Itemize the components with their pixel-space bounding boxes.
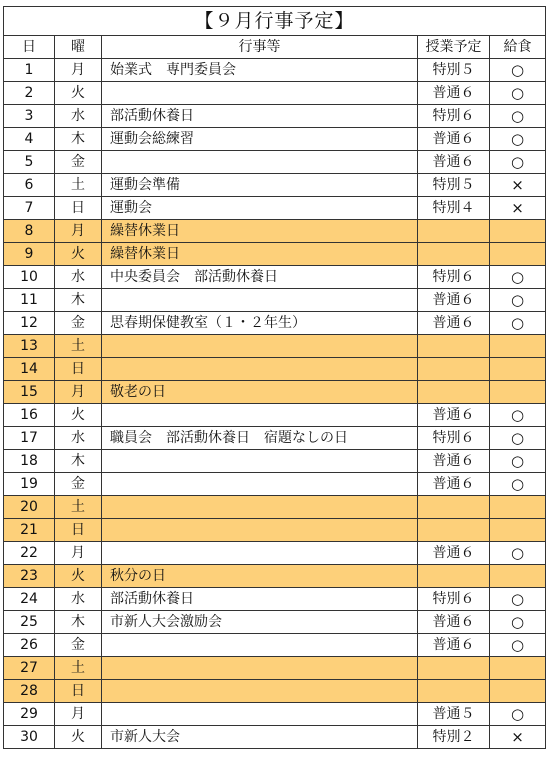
lunch-cell: × — [490, 726, 546, 749]
event-cell — [102, 404, 418, 427]
class-cell: 普通６ — [418, 542, 490, 565]
weekday-cell: 火 — [55, 404, 102, 427]
day-cell: 11 — [4, 289, 55, 312]
class-cell: 特別５ — [418, 59, 490, 82]
weekday-cell: 水 — [55, 427, 102, 450]
class-cell: 特別４ — [418, 197, 490, 220]
table-row — [4, 312, 546, 335]
table-row — [4, 726, 546, 749]
day-cell: 2 — [4, 82, 55, 105]
header-event: 行事等 — [102, 36, 418, 59]
table-row — [4, 220, 546, 243]
class-cell: 特別２ — [418, 726, 490, 749]
lunch-cell — [490, 519, 546, 542]
class-cell: 普通６ — [418, 450, 490, 473]
lunch-cell: ○ — [490, 105, 546, 128]
event-cell: 始業式 専門委員会 — [102, 59, 418, 82]
day-cell: 27 — [4, 657, 55, 680]
lunch-cell — [490, 680, 546, 703]
class-cell — [418, 358, 490, 381]
weekday-cell: 月 — [55, 542, 102, 565]
schedule-sheet — [3, 6, 546, 749]
lunch-cell: ○ — [490, 59, 546, 82]
class-cell: 特別６ — [418, 105, 490, 128]
table-row — [4, 105, 546, 128]
lunch-cell: ○ — [490, 82, 546, 105]
day-cell: 19 — [4, 473, 55, 496]
lunch-cell: ○ — [490, 427, 546, 450]
event-cell: 繰替休業日 — [102, 220, 418, 243]
event-cell — [102, 450, 418, 473]
class-cell: 普通６ — [418, 404, 490, 427]
day-cell: 26 — [4, 634, 55, 657]
event-cell: 市新人大会 — [102, 726, 418, 749]
weekday-cell: 月 — [55, 220, 102, 243]
lunch-cell: ○ — [490, 289, 546, 312]
schedule-body — [4, 59, 546, 749]
table-row — [4, 496, 546, 519]
weekday-cell: 土 — [55, 335, 102, 358]
table-row — [4, 289, 546, 312]
weekday-cell: 火 — [55, 82, 102, 105]
event-cell — [102, 680, 418, 703]
weekday-cell: 木 — [55, 450, 102, 473]
event-cell: 思春期保健教室（１・２年生） — [102, 312, 418, 335]
event-cell — [102, 151, 418, 174]
lunch-cell: ○ — [490, 266, 546, 289]
lunch-cell — [490, 243, 546, 266]
lunch-cell: ○ — [490, 542, 546, 565]
day-cell: 8 — [4, 220, 55, 243]
lunch-cell: × — [490, 174, 546, 197]
class-cell — [418, 381, 490, 404]
class-cell — [418, 335, 490, 358]
schedule-title: 【９月行事予定】 — [4, 7, 546, 36]
class-cell — [418, 680, 490, 703]
lunch-cell — [490, 565, 546, 588]
class-cell: 普通６ — [418, 473, 490, 496]
header-weekday: 曜 — [55, 36, 102, 59]
weekday-cell: 日 — [55, 680, 102, 703]
lunch-cell: ○ — [490, 404, 546, 427]
table-row — [4, 634, 546, 657]
event-cell — [102, 358, 418, 381]
weekday-cell: 日 — [55, 358, 102, 381]
event-cell — [102, 473, 418, 496]
table-row — [4, 519, 546, 542]
table-row — [4, 59, 546, 82]
table-row — [4, 82, 546, 105]
event-cell — [102, 289, 418, 312]
table-row — [4, 680, 546, 703]
day-cell: 13 — [4, 335, 55, 358]
table-row — [4, 174, 546, 197]
weekday-cell: 木 — [55, 611, 102, 634]
event-cell: 敬老の日 — [102, 381, 418, 404]
class-cell: 特別５ — [418, 174, 490, 197]
table-row — [4, 243, 546, 266]
header-day: 日 — [4, 36, 55, 59]
table-row — [4, 473, 546, 496]
lunch-cell — [490, 358, 546, 381]
header-row — [4, 36, 546, 59]
lunch-cell: ○ — [490, 634, 546, 657]
event-cell: 部活動休養日 — [102, 105, 418, 128]
event-cell — [102, 496, 418, 519]
event-cell — [102, 82, 418, 105]
table-row — [4, 450, 546, 473]
class-cell — [418, 496, 490, 519]
event-cell — [102, 335, 418, 358]
day-cell: 25 — [4, 611, 55, 634]
weekday-cell: 木 — [55, 289, 102, 312]
table-row — [4, 335, 546, 358]
lunch-cell — [490, 335, 546, 358]
lunch-cell: ○ — [490, 611, 546, 634]
day-cell: 24 — [4, 588, 55, 611]
class-cell: 普通６ — [418, 312, 490, 335]
lunch-cell — [490, 381, 546, 404]
day-cell: 7 — [4, 197, 55, 220]
table-row — [4, 565, 546, 588]
lunch-cell: × — [490, 197, 546, 220]
weekday-cell: 木 — [55, 128, 102, 151]
class-cell — [418, 519, 490, 542]
weekday-cell: 土 — [55, 657, 102, 680]
class-cell: 普通６ — [418, 82, 490, 105]
weekday-cell: 金 — [55, 151, 102, 174]
weekday-cell: 火 — [55, 726, 102, 749]
weekday-cell: 月 — [55, 703, 102, 726]
table-row — [4, 358, 546, 381]
day-cell: 5 — [4, 151, 55, 174]
table-row — [4, 588, 546, 611]
class-cell: 普通６ — [418, 289, 490, 312]
class-cell: 特別６ — [418, 427, 490, 450]
weekday-cell: 火 — [55, 243, 102, 266]
class-cell: 普通５ — [418, 703, 490, 726]
class-cell — [418, 243, 490, 266]
lunch-cell: ○ — [490, 703, 546, 726]
day-cell: 29 — [4, 703, 55, 726]
weekday-cell: 火 — [55, 565, 102, 588]
table-row — [4, 381, 546, 404]
day-cell: 16 — [4, 404, 55, 427]
weekday-cell: 土 — [55, 174, 102, 197]
day-cell: 18 — [4, 450, 55, 473]
class-cell: 特別６ — [418, 588, 490, 611]
day-cell: 30 — [4, 726, 55, 749]
day-cell: 21 — [4, 519, 55, 542]
event-cell — [102, 657, 418, 680]
day-cell: 3 — [4, 105, 55, 128]
day-cell: 14 — [4, 358, 55, 381]
lunch-cell: ○ — [490, 128, 546, 151]
table-row — [4, 657, 546, 680]
lunch-cell: ○ — [490, 473, 546, 496]
lunch-cell — [490, 496, 546, 519]
event-cell: 職員会 部活動休養日 宿題なしの日 — [102, 427, 418, 450]
table-row — [4, 703, 546, 726]
day-cell: 1 — [4, 59, 55, 82]
class-cell: 普通６ — [418, 151, 490, 174]
weekday-cell: 水 — [55, 105, 102, 128]
weekday-cell: 月 — [55, 59, 102, 82]
table-row — [4, 542, 546, 565]
day-cell: 6 — [4, 174, 55, 197]
event-cell: 繰替休業日 — [102, 243, 418, 266]
weekday-cell: 金 — [55, 634, 102, 657]
class-cell — [418, 565, 490, 588]
day-cell: 12 — [4, 312, 55, 335]
class-cell: 普通６ — [418, 611, 490, 634]
lunch-cell: ○ — [490, 312, 546, 335]
event-cell: 運動会総練習 — [102, 128, 418, 151]
header-class: 授業予定 — [418, 36, 490, 59]
class-cell: 普通６ — [418, 634, 490, 657]
weekday-cell: 水 — [55, 588, 102, 611]
class-cell: 普通６ — [418, 128, 490, 151]
day-cell: 15 — [4, 381, 55, 404]
table-row — [4, 427, 546, 450]
table-row — [4, 151, 546, 174]
event-cell: 部活動休養日 — [102, 588, 418, 611]
table-row — [4, 128, 546, 151]
day-cell: 17 — [4, 427, 55, 450]
weekday-cell: 土 — [55, 496, 102, 519]
day-cell: 4 — [4, 128, 55, 151]
event-cell: 中央委員会 部活動休養日 — [102, 266, 418, 289]
table-row — [4, 611, 546, 634]
weekday-cell: 月 — [55, 381, 102, 404]
event-cell — [102, 519, 418, 542]
class-cell: 特別６ — [418, 266, 490, 289]
weekday-cell: 日 — [55, 519, 102, 542]
weekday-cell: 水 — [55, 266, 102, 289]
day-cell: 28 — [4, 680, 55, 703]
event-cell — [102, 542, 418, 565]
event-cell — [102, 703, 418, 726]
lunch-cell — [490, 220, 546, 243]
day-cell: 9 — [4, 243, 55, 266]
weekday-cell: 金 — [55, 473, 102, 496]
event-cell: 運動会準備 — [102, 174, 418, 197]
header-lunch: 給食 — [490, 36, 546, 59]
weekday-cell: 日 — [55, 197, 102, 220]
event-cell: 秋分の日 — [102, 565, 418, 588]
lunch-cell: ○ — [490, 151, 546, 174]
event-cell — [102, 634, 418, 657]
day-cell: 20 — [4, 496, 55, 519]
day-cell: 10 — [4, 266, 55, 289]
table-row — [4, 404, 546, 427]
day-cell: 23 — [4, 565, 55, 588]
table-row — [4, 197, 546, 220]
class-cell — [418, 657, 490, 680]
lunch-cell: ○ — [490, 450, 546, 473]
lunch-cell: ○ — [490, 588, 546, 611]
day-cell: 22 — [4, 542, 55, 565]
lunch-cell — [490, 657, 546, 680]
event-cell: 市新人大会激励会 — [102, 611, 418, 634]
class-cell — [418, 220, 490, 243]
weekday-cell: 金 — [55, 312, 102, 335]
event-cell: 運動会 — [102, 197, 418, 220]
table-row — [4, 266, 546, 289]
schedule-table — [3, 6, 546, 749]
